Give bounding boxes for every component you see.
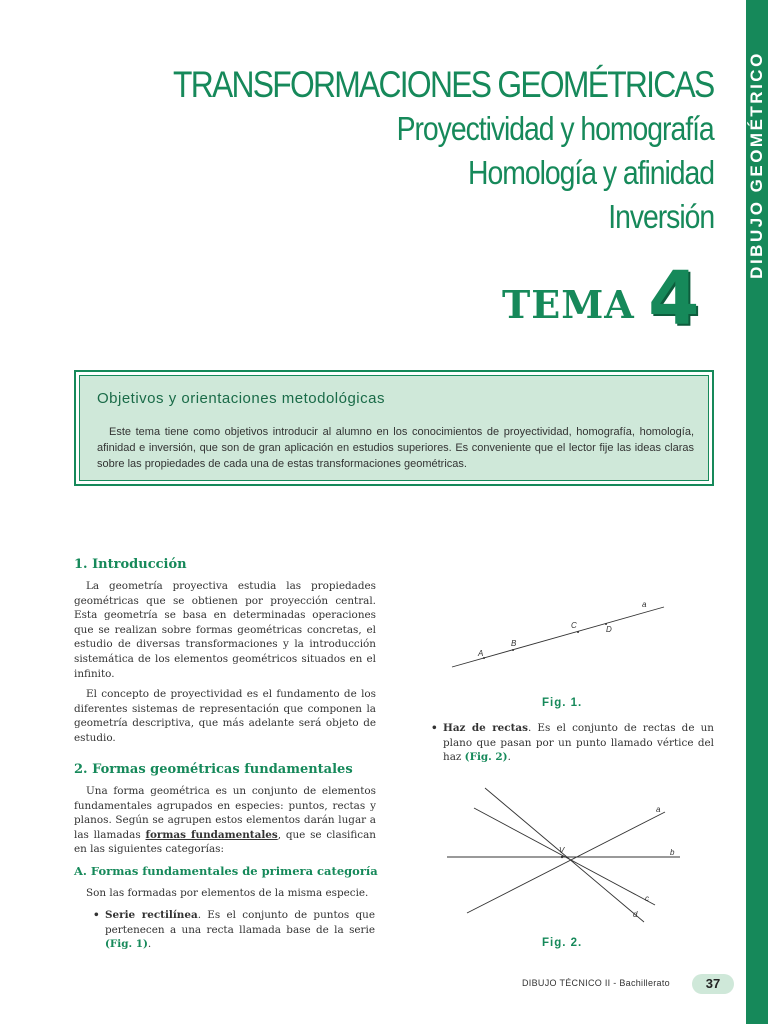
tema-label: TEMA (502, 282, 635, 327)
bullet1-end: . (147, 938, 152, 951)
fig1-label-B: B (511, 639, 517, 648)
objectives-box (74, 370, 714, 486)
page-number: 37 (692, 974, 734, 994)
subsection-a-body (74, 886, 376, 907)
figure-1-diagram (440, 595, 680, 675)
fig1-reference: (Fig. 1) (105, 938, 148, 951)
subsection-a-paragraph: Son las formadas por elementos de la misma especie. (86, 887, 369, 899)
figure-2-diagram (440, 780, 690, 930)
fig2-label-a: a (656, 805, 661, 814)
sidebar-label-wrap (747, 0, 767, 330)
subsection-a-heading: A. Formas fundamentales de primera categoría (74, 864, 378, 878)
fig1-point-B (512, 649, 514, 651)
bullet-dot: • (93, 909, 100, 921)
fig1-label-a: a (642, 600, 647, 609)
fig2-label-c: c (645, 894, 649, 903)
haz-de-rectas-term: Haz de rectas (443, 722, 528, 734)
subtitle-inversion: Inversión (608, 198, 714, 235)
section1-paragraph-1: La geometría proyectiva estudia las propiedades geométricas que se obtienen por proyección central. Esta geometría se basa en determinadas operaciones que se realizan sobre formas geométricas concretas, el estudio de diversas transformaciones y la introducción sistemática de los elementos geométricos situados en el infinito. (74, 580, 376, 680)
fig1-label-A: A (478, 649, 484, 658)
sidebar-label: DIBUJO GEOMÉTRICO (747, 51, 766, 279)
section2-p1-a: Una forma geométrica es un conjunto de elementos fundamentales agrupados en especies: puntos, rectas y planos. Según se agrupen estos elementos darán lugar a las llamadas (74, 785, 376, 841)
objectives-inner (79, 375, 709, 481)
fig2-line-d (485, 788, 644, 922)
section1-body (74, 579, 376, 752)
fig1-label-C: C (571, 621, 577, 630)
bullet2-text: . Es el conjunto de rectas de un plano que pasan por un punto llamado vértice del haz (443, 722, 714, 764)
section1-paragraph-2: El concepto de proyectividad es el fundamento de los diferentes sistemas de representación que componen la geometría descriptiva, que más adelante será objeto de estudio. (74, 688, 376, 744)
bullet-dot: • (431, 722, 438, 734)
bullet1-text: . Es el conjunto de puntos que pertenecen a una recta llamada base de la serie (105, 909, 376, 936)
fig2-label-V: V (559, 846, 565, 855)
subtitle-proyectividad: Proyectividad y homografía (396, 110, 714, 147)
fig1-point-C (577, 631, 579, 633)
fig2-caption: Fig. 2. (542, 937, 583, 949)
fig1-label-D: D (606, 625, 612, 634)
fig2-reference: (Fig. 2) (464, 751, 508, 764)
objectives-title: Objetivos y orientaciones metodológicas (97, 390, 385, 407)
subtitle-homologia: Homología y afinidad (468, 154, 714, 191)
fig2-line-a (467, 812, 665, 913)
section2-p1-b: , que se clasifican en las siguientes categorías: (74, 828, 376, 856)
fig2-vertex-V (561, 856, 563, 858)
serie-rectilinea-term: Serie rectilínea (105, 909, 198, 921)
fig2-label-d: d (633, 910, 638, 919)
section2-paragraph-1 (74, 784, 376, 857)
section2-body (74, 784, 376, 863)
section1-heading: 1. Introducción (74, 557, 187, 572)
footer-text: DIBUJO TÉCNICO II - Bachillerato (522, 978, 670, 988)
bullet-haz-de-rectas (431, 721, 714, 765)
page-title: TRANSFORMACIONES GEOMÉTRICAS (173, 64, 714, 105)
fig1-caption: Fig. 1. (542, 697, 583, 709)
tema-number: 4 (648, 256, 700, 342)
bullet-serie-rectilinea (93, 908, 376, 952)
formas-fundamentales-term: formas fundamentales (145, 828, 278, 841)
fig2-label-b: b (670, 848, 675, 857)
section2-heading: 2. Formas geométricas fundamentales (74, 762, 353, 777)
fig2-line-c (474, 808, 655, 905)
objectives-text: Este tema tiene como objetivos introducir al alumno en los conocimientos de proyectividad, homografía, homología, afinidad e inversión, que son de gran aplicación en estudios superiores. Es conveniente que el lector fije las ideas claras sobre las propiedades de cada una de estas transformaciones geométricas. (97, 426, 694, 470)
bullet2-end: . (507, 751, 511, 764)
